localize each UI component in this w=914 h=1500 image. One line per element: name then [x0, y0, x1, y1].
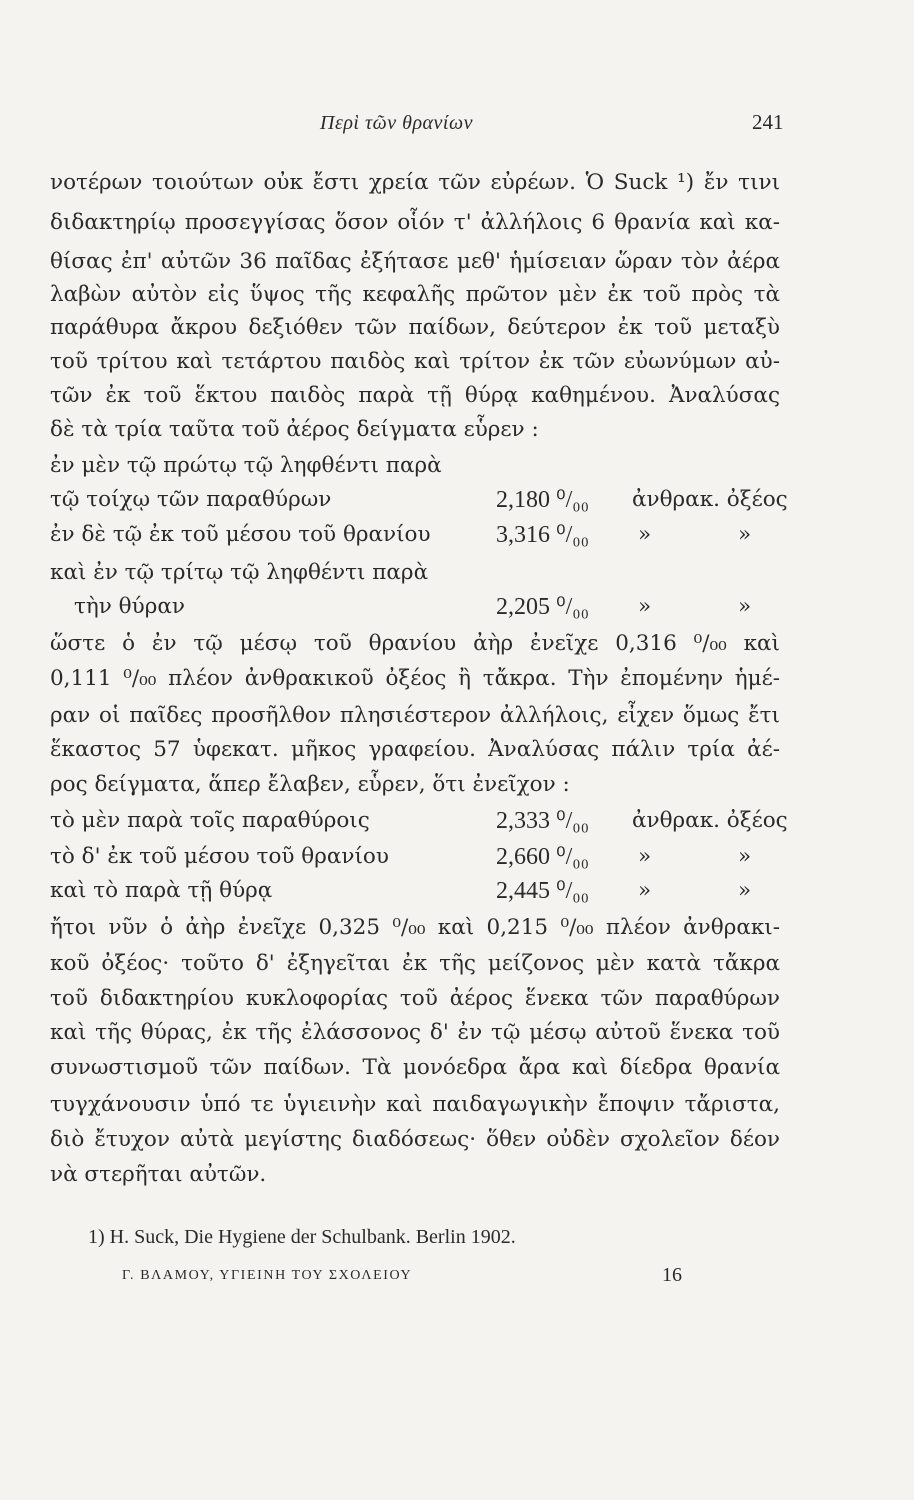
- text-line: συνωστισμοῦ τῶν παίδων. Τὰ μονόεδρα ἄρα καὶ δίεδρα θρανία: [50, 1055, 780, 1080]
- footnote: 1) H. Suck, Die Hygiene der Schulbank. Berlin 1902.: [88, 1226, 516, 1248]
- table-row: [50, 802, 788, 840]
- text-line: κοῦ ὀξέος· τοῦτο δ' ἐξηγεῖται ἐκ τῆς μείζονος μὲν κατὰ τἄκρα: [50, 951, 780, 976]
- table-row: [50, 588, 780, 626]
- ditto-mark: »: [738, 878, 752, 903]
- table-row: [50, 481, 788, 519]
- text-line: δὲ τὰ τρία ταῦτα τοῦ ἀέρος δείγματα εὗρεν :: [50, 417, 539, 442]
- row-label: τῷ τοίχῳ τῶν παραθύρων: [50, 487, 332, 512]
- row-value: 3,316 ⁰/₀₀: [496, 522, 590, 548]
- text-line: παράθυρα ἄκρου δεξιόθεν τῶν παίδων, δεύτερον ἐκ τοῦ μεταξὺ: [50, 315, 780, 340]
- row-unit: ἀνθρακ. ὀξέος: [632, 487, 788, 512]
- table-row: [50, 838, 780, 876]
- running-header: Περὶ τῶν θρανίων: [320, 112, 473, 134]
- row-label: τὸ δ' ἐκ τοῦ μέσου τοῦ θρανίου: [50, 844, 389, 869]
- ditto-mark: »: [638, 878, 652, 903]
- text-line: ἤτοι νῦν ὁ ἀὴρ ἐνεῖχε 0,325 ⁰/₀₀ καὶ 0,215 ⁰/₀₀ πλέον ἀνθρακι-: [50, 915, 780, 940]
- row-label: ἐν μὲν τῷ πρώτῳ τῷ ληφθέντι παρὰ: [50, 453, 442, 478]
- table-row: [50, 554, 780, 592]
- page-number: 241: [752, 110, 784, 134]
- row-value: 2,333 ⁰/₀₀: [496, 808, 590, 834]
- row-value: 2,180 ⁰/₀₀: [496, 487, 590, 513]
- row-value: 2,445 ⁰/₀₀: [496, 878, 590, 904]
- text-line: λαβὼν αὐτὸν εἰς ὕψος τῆς κεφαλῆς πρῶτον μὲν ἐκ τοῦ πρὸς τὰ: [50, 282, 780, 307]
- text-line: τῶν ἐκ τοῦ ἕκτου παιδὸς παρὰ τῇ θύρᾳ καθημένου. Ἀναλύσας: [50, 383, 780, 408]
- text-line: νὰ στερῆται αὐτῶν.: [50, 1162, 267, 1187]
- row-unit: ἀνθρακ. ὀξέος: [632, 808, 788, 833]
- row-value: 2,660 ⁰/₀₀: [496, 844, 590, 870]
- text-line: διὸ ἔτυχον αὐτὰ μεγίστης διαδόσεως· ὅθεν οὐδὲν σχολεῖον δέον: [50, 1127, 780, 1152]
- printer-signature: Γ. ΒΛΑΜΟΥ, ΥΓΙΕΙΝΗ ΤΟΥ ΣΧΟΛΕΙΟΥ: [122, 1268, 413, 1283]
- table-row: [50, 447, 780, 485]
- ditto-mark: »: [738, 522, 752, 547]
- text-line: τυγχάνουσιν ὑπό τε ὑγιεινὴν καὶ παιδαγωγικὴν ἔποψιν τἄριστα,: [50, 1092, 780, 1117]
- ditto-mark: »: [738, 844, 752, 869]
- table-row: [50, 516, 780, 554]
- text-line: νοτέρων τοιούτων οὐκ ἔστι χρεία τῶν εὐρέων. Ὁ Suck ¹) ἔν τινι: [50, 170, 780, 195]
- text-line: ρος δείγματα, ἅπερ ἔλαβεν, εὗρεν, ὅτι ἐνεῖχον :: [50, 772, 570, 797]
- text-line: 0,111 ⁰/₀₀ πλέον ἀνθρακικοῦ ὀξέος ἢ τἄκρα. Τὴν ἐπομένην ἡμέ-: [50, 666, 780, 691]
- row-label: καὶ ἐν τῷ τρίτῳ τῷ ληφθέντι παρὰ: [50, 560, 429, 585]
- text-line: ραν οἱ παῖδες προσῆλθον πλησιέστερον ἀλλήλοις, εἶχεν ὅμως ἔτι: [50, 703, 780, 728]
- text-line: τοῦ τρίτου καὶ τετάρτου παιδὸς καὶ τρίτον ἐκ τῶν εὐωνύμων αὐ-: [50, 349, 780, 374]
- text-line: ὥστε ὁ ἐν τῷ μέσῳ τοῦ θρανίου ἀὴρ ἐνεῖχε 0,316 ⁰/₀₀ καὶ: [50, 631, 780, 656]
- ditto-mark: »: [738, 594, 752, 619]
- text-line: θίσας ἐπ' αὐτῶν 36 παῖδας ἐξήτασε μεθ' ἡμίσειαν ὥραν τὸν ἀέρα: [50, 249, 780, 274]
- row-label: τὴν θύραν: [74, 594, 185, 619]
- ditto-mark: »: [638, 594, 652, 619]
- text-line: τοῦ διδακτηρίου κυκλοφορίας τοῦ ἀέρος ἕνεκα τῶν παραθύρων: [50, 986, 780, 1011]
- row-value: 2,205 ⁰/₀₀: [496, 594, 590, 620]
- ditto-mark: »: [638, 844, 652, 869]
- ditto-mark: »: [638, 522, 652, 547]
- row-label: τὸ μὲν παρὰ τοῖς παραθύροις: [50, 808, 370, 833]
- row-label: ἐν δὲ τῷ ἐκ τοῦ μέσου τοῦ θρανίου: [50, 522, 431, 547]
- sheet-number: 16: [662, 1264, 682, 1286]
- text-line: καὶ τῆς θύρας, ἐκ τῆς ἐλάσσονος δ' ἐν τῷ μέσῳ αὐτοῦ ἕνεκα τοῦ: [50, 1020, 780, 1045]
- table-row: [50, 872, 780, 910]
- text-line: διδακτηρίῳ προσεγγίσας ὅσον οἷόν τ' ἀλλήλοις 6 θρανία καὶ κα-: [50, 210, 780, 235]
- text-line: ἕκαστος 57 ὑφεκατ. μῆκος γραφείου. Ἀναλύσας πάλιν τρία ἀέ-: [50, 737, 780, 762]
- row-label: καὶ τὸ παρὰ τῇ θύρᾳ: [50, 878, 273, 903]
